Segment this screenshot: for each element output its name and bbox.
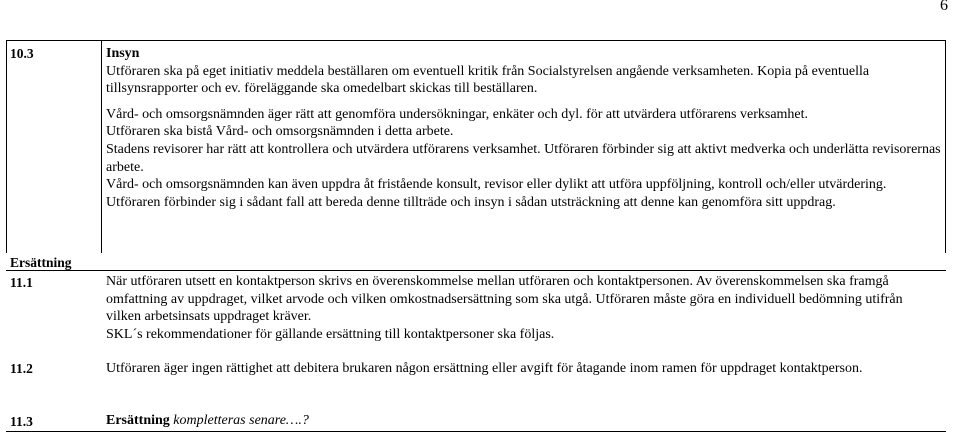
section-11-2-content [106, 360, 941, 378]
section-heading: Insyn [106, 46, 140, 61]
document-table [6, 40, 946, 432]
section-10-3-content [106, 45, 941, 211]
table-rule-middle [101, 40, 102, 253]
section-number: 11.2 [10, 361, 33, 376]
paragraph: Vård- och omsorgsnämnden äger rätt att genomföra undersökningar, enkäter och dyl. för att utvärdera utförarens verksamhet. [106, 106, 809, 122]
section-11-3-content [106, 412, 941, 430]
paragraph: Utföraren äger ingen rättighet att debitera brukaren någon ersättning eller avgift för åtagande inom ramen för uppdraget kontaktperson. [106, 361, 863, 376]
paragraph [106, 412, 941, 430]
paragraph: Stadens revisorer har rätt att kontrollera och utvärdera utförarens verksamhet. Utföraren förbinder sig att aktivt medverka och underlätta revisorernas arbete. [106, 141, 941, 175]
section-title: Ersättning [106, 413, 170, 428]
paragraph: Vård- och omsorgsnämnden kan även uppdra åt fristående konsult, revisor eller dylikt att utföra uppföljning, kontroll och/eller utvärdering. Utföraren förbinder sig i sådant fall att bereda denne tillträde och insyn i sådan utsträckning att denne kan genomföra sitt uppdrag. [106, 177, 887, 210]
section-heading: Ersättning [10, 255, 72, 270]
table-rule-section-11 [6, 270, 946, 271]
section-note: kompletteras senare….? [173, 413, 309, 428]
section-11-1-content [106, 273, 941, 343]
table-rule-right [945, 40, 946, 253]
section-number: 10.3 [10, 46, 34, 61]
paragraph: SKL´s rekommendationer för gällande ersättning till kontaktpersoner ska följas. [106, 326, 555, 342]
section-number: 11.1 [10, 275, 33, 290]
table-rule-top [6, 40, 946, 41]
paragraph: Utföraren ska bistå Vård- och omsorgsnämnden i detta arbete. [106, 124, 454, 140]
page-number: 6 [940, 0, 948, 14]
paragraph: Utföraren ska på eget initiativ meddela beställaren om eventuell kritik från Socialstyrelsen angående verksamheten. Kopia på eventuella tillsynsrapporter och ev. föreläggande ska omedelbart skickas till beställaren. [106, 63, 870, 97]
table-rule-left [6, 40, 7, 253]
section-number: 11.3 [10, 414, 33, 429]
paragraph: När utföraren utsett en kontaktperson skrivs en överenskommelse mellan utföraren och kontaktpersonen. Av överenskommelsen ska framgå omfattning av uppdraget, vilket arvode och vilken omkostnadsersättning som ska utgå. Utföraren måste göra en individuell bedömning utifrån vilken arbetsinsats uppdraget kräver. [106, 274, 903, 325]
